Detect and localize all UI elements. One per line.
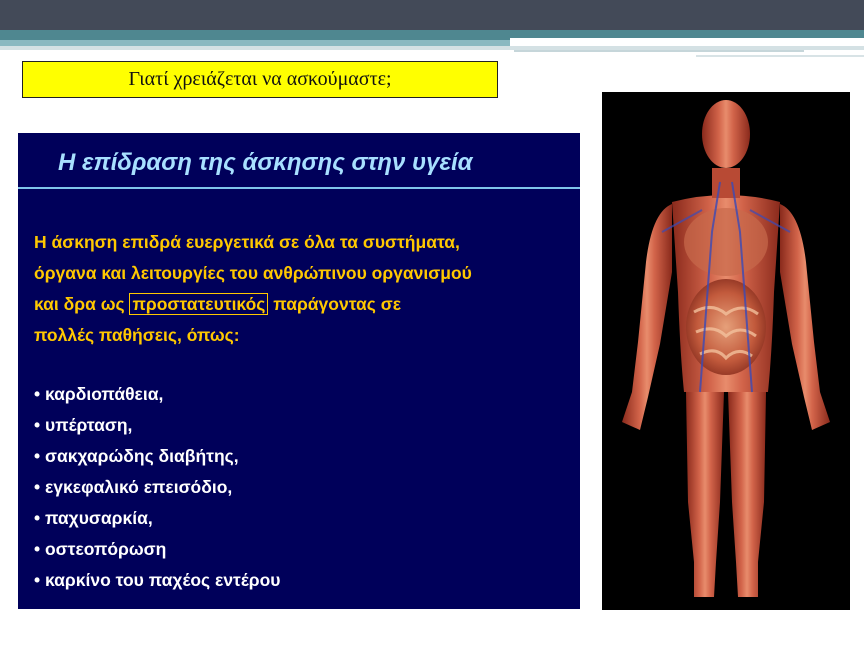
- intro-line: Η άσκηση επιδρά ευεργετικά σε όλα τα συστήματα,: [34, 232, 460, 252]
- list-item: • καρδιοπάθεια,: [34, 384, 164, 404]
- intro-text-part: και δρα ως: [34, 294, 125, 314]
- decor-stripe: [514, 50, 804, 52]
- list-item: • σακχαρώδης διαβήτης,: [34, 446, 239, 466]
- human-anatomy-figure-icon: [602, 92, 850, 610]
- anatomy-image: [602, 92, 850, 610]
- list-item: • οστεοπόρωση: [34, 539, 167, 559]
- conditions-list: [34, 379, 280, 596]
- panel-divider: [18, 187, 580, 189]
- intro-line: πολλές παθήσεις, όπως:: [34, 325, 240, 345]
- top-decor-bar: [0, 0, 864, 30]
- white-band: [510, 38, 864, 46]
- list-item: • εγκεφαλικό επεισόδιο,: [34, 477, 233, 497]
- panel-title: Η επίδραση της άσκησης στην υγεία: [58, 149, 473, 176]
- list-item: • παχυσαρκία,: [34, 508, 153, 528]
- decor-stripe: [696, 55, 864, 57]
- list-item: • καρκίνο του παχέος εντέρου: [34, 570, 281, 590]
- highlighted-word: προστατευτικός: [129, 293, 268, 315]
- intro-line: [34, 289, 574, 320]
- slide-headline: Γιατί χρειάζεται να ασκούμαστε;: [22, 61, 498, 98]
- content-panel: [18, 133, 580, 609]
- intro-text: [34, 227, 574, 351]
- list-item: • υπέρταση,: [34, 415, 133, 435]
- intro-line: όργανα και λειτουργίες του ανθρώπινου οργανισμού: [34, 263, 472, 283]
- intro-text-part: παράγοντας σε: [273, 294, 402, 314]
